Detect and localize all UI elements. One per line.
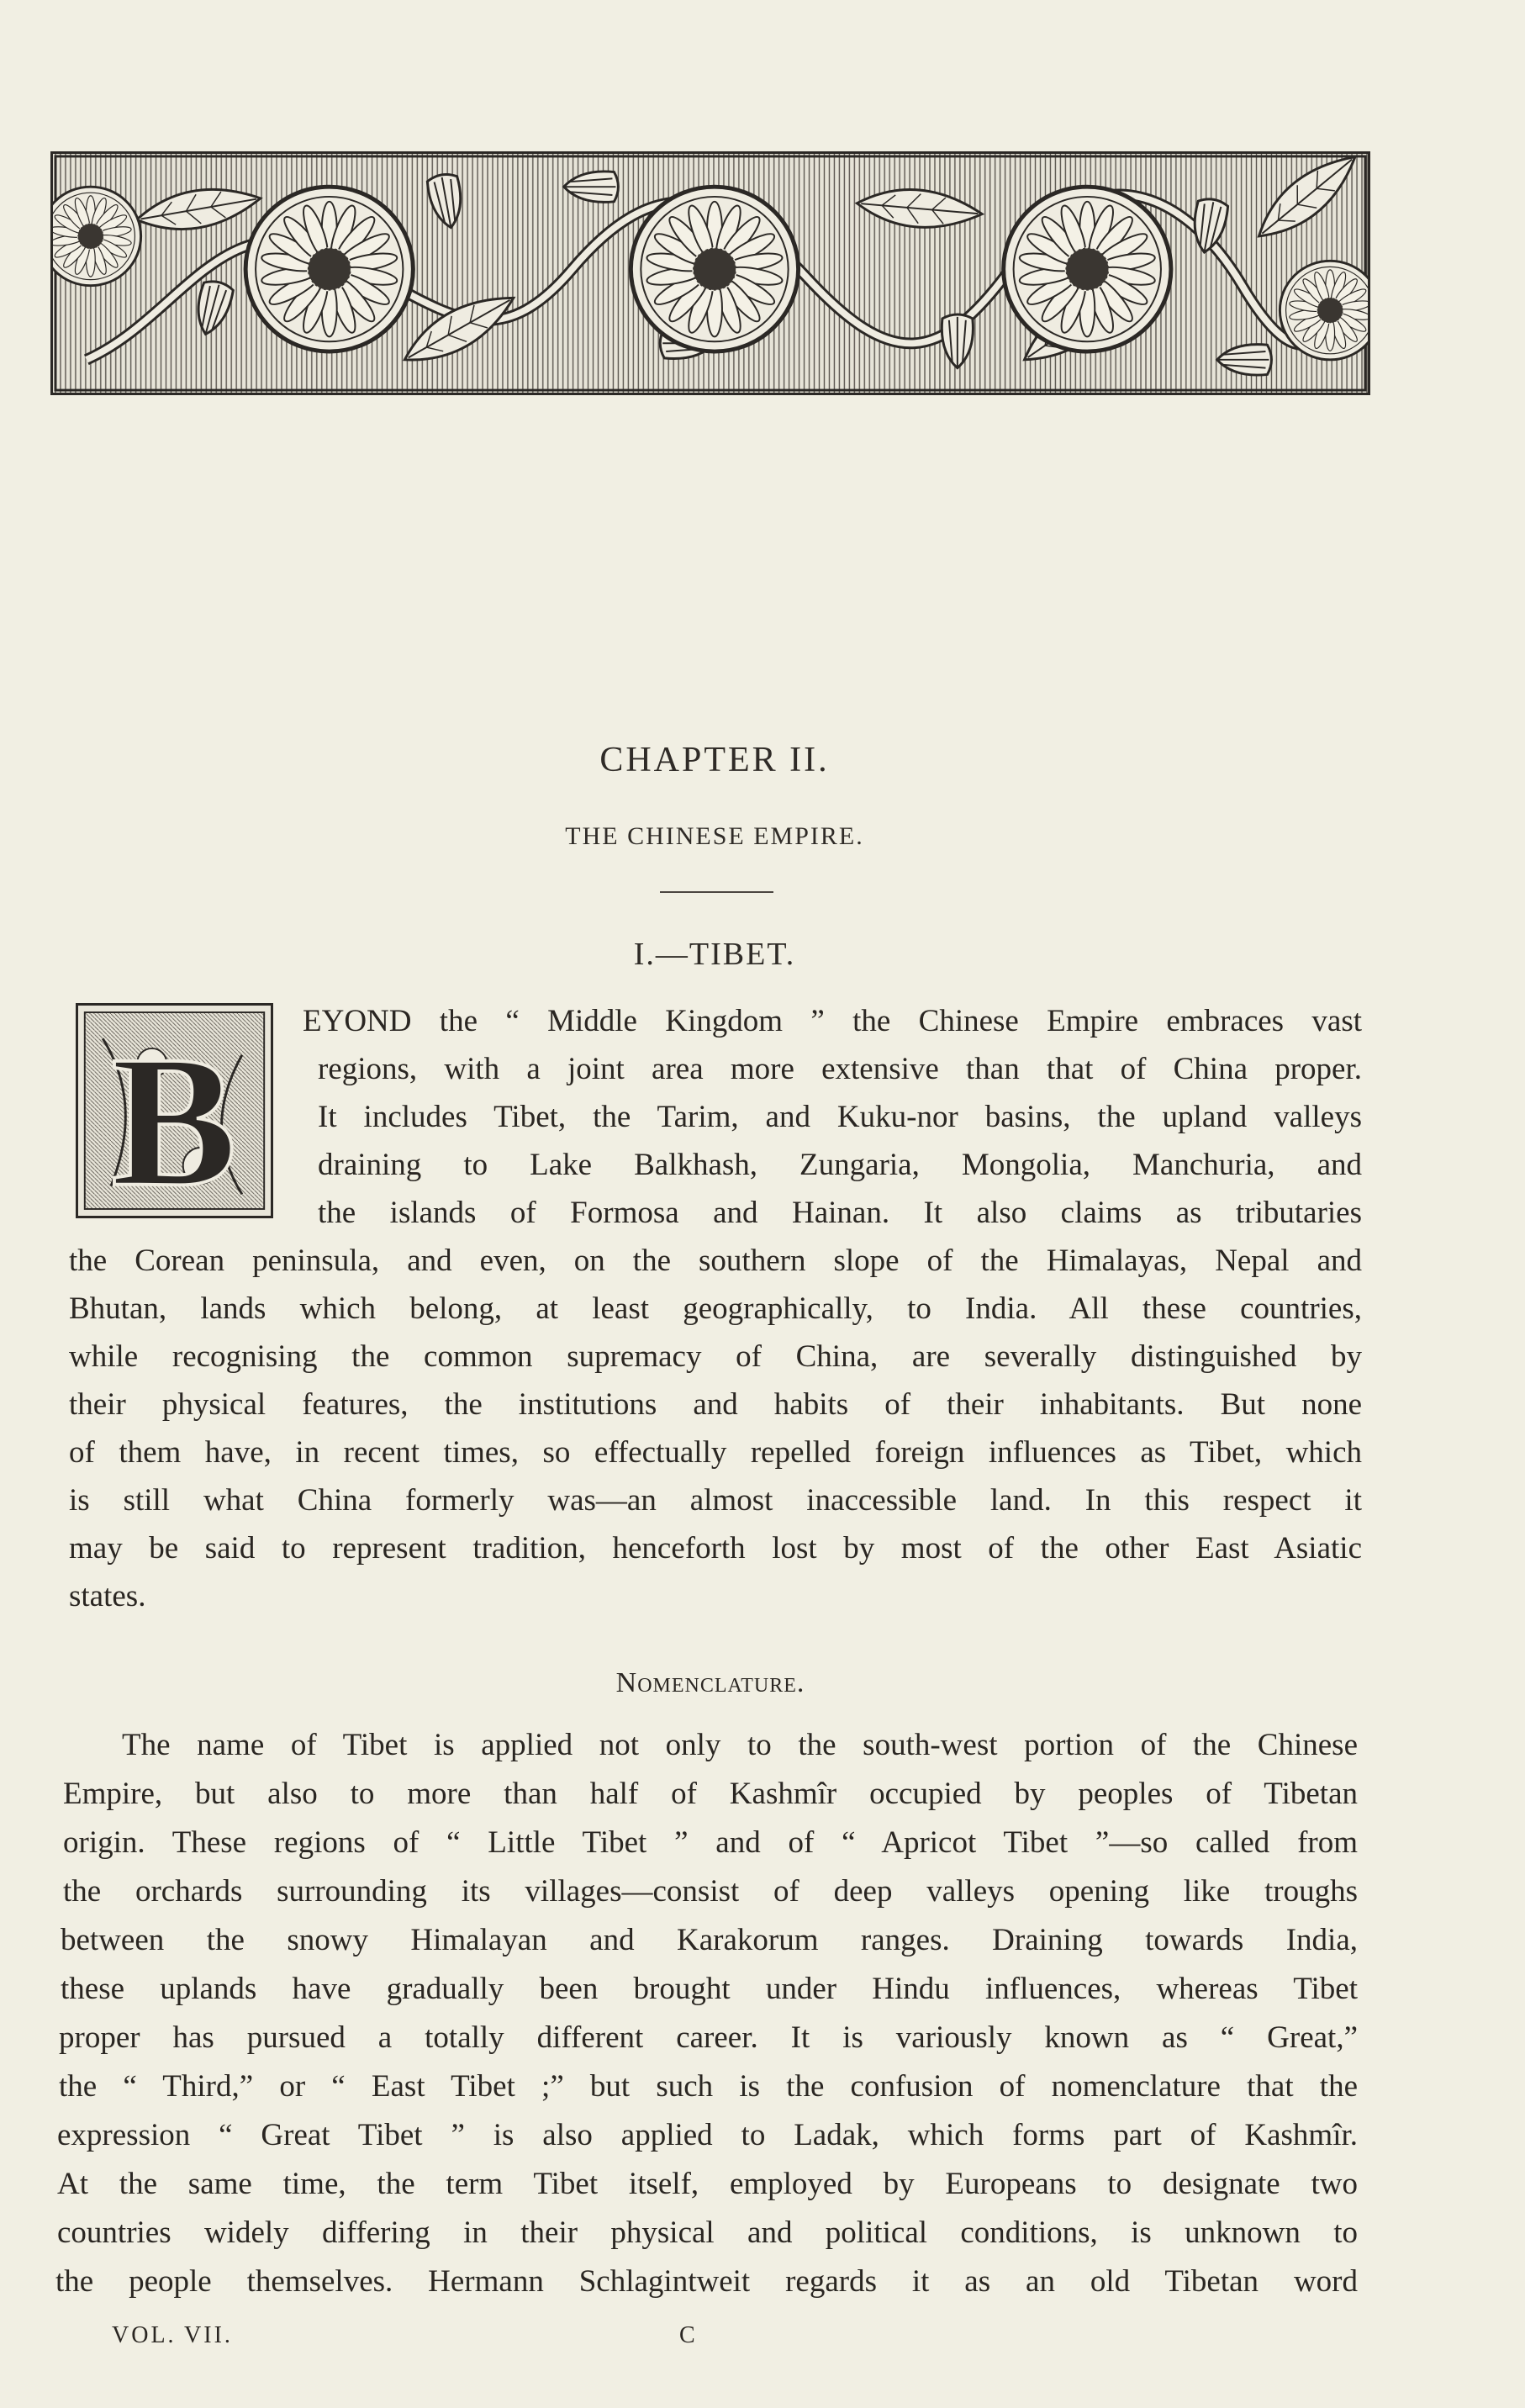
text-line: proper has pursued a totally different career. It is variously known as “ Great,”: [59, 2020, 1358, 2055]
footer-signature-mark: C: [679, 2322, 695, 2348]
text-line: may be said to represent tradition, henceforth lost by most of the other East Asiatic: [69, 1531, 1362, 1566]
text-line: EYOND the “ Middle Kingdom ” the Chinese Empire embraces vast: [303, 1004, 1362, 1038]
floral-banner-illustration: [50, 151, 1370, 395]
section-heading: I.—TIBET.: [633, 937, 796, 972]
text-line: regions, with a joint area more extensive than that of China proper.: [318, 1052, 1362, 1086]
text-line: states.: [69, 1579, 146, 1613]
text-line: Bhutan, lands which belong, at least geographically, to India. All these countries,: [69, 1291, 1362, 1326]
floral-banner-art: [53, 154, 1368, 393]
text-line: while recognising the common supremacy of China, are severally distinguished by: [69, 1339, 1362, 1374]
text-line: Empire, but also to more than half of Kashmîr occupied by peoples of Tibetan: [63, 1777, 1358, 1811]
text-line: is still what China formerly was—an almost inaccessible land. In this respect it: [69, 1483, 1362, 1518]
text-line: origin. These regions of “ Little Tibet ” and of “ Apricot Tibet ”—so called from: [63, 1825, 1358, 1860]
subheading-nomenclature: Nomenclature.: [615, 1667, 805, 1698]
text-line: of them have, in recent times, so effectually repelled foreign influences as Tibet, which: [69, 1435, 1362, 1470]
text-line: countries widely differing in their physical and political conditions, is unknown to: [57, 2215, 1358, 2250]
text-line: expression “ Great Tibet ” is also applied to Ladak, which forms part of Kashmîr.: [57, 2118, 1358, 2152]
text-line: the Corean peninsula, and even, on the southern slope of the Himalayas, Nepal and: [69, 1244, 1362, 1278]
text-line: between the snowy Himalayan and Karakorum ranges. Draining towards India,: [61, 1923, 1358, 1957]
text-line: the islands of Formosa and Hainan. It also claims as tributaries: [318, 1196, 1362, 1230]
text-line: The name of Tibet is applied not only to the south-west portion of the Chinese: [122, 1728, 1358, 1762]
drop-cap-illustration: [76, 1003, 273, 1218]
text-line: their physical features, the institutions and habits of their inhabitants. But none: [69, 1387, 1362, 1422]
drop-cap-art: [78, 1006, 271, 1216]
divider-rule: [660, 891, 773, 893]
text-line: the “ Third,” or “ East Tibet ;” but such is the confusion of nomenclature that the: [59, 2069, 1358, 2104]
text-line: draining to Lake Balkhash, Zungaria, Mongolia, Manchuria, and: [318, 1148, 1362, 1182]
text-line: It includes Tibet, the Tarim, and Kuku-nor basins, the upland valleys: [318, 1100, 1362, 1134]
text-line: the people themselves. Hermann Schlagintweit regards it as an old Tibetan word: [55, 2264, 1358, 2299]
text-line: the orchards surrounding its villages—consist of deep valleys opening like troughs: [63, 1874, 1358, 1909]
text-line: these uplands have gradually been brought under Hindu influences, whereas Tibet: [61, 1972, 1358, 2006]
chapter-subtitle: THE CHINESE EMPIRE.: [565, 822, 864, 850]
text-line: At the same time, the term Tibet itself, employed by Europeans to designate two: [57, 2167, 1358, 2201]
drop-cap-letter: B: [111, 1017, 237, 1216]
chapter-title: CHAPTER II.: [599, 741, 830, 779]
footer-volume: VOL. VII.: [112, 2322, 233, 2348]
